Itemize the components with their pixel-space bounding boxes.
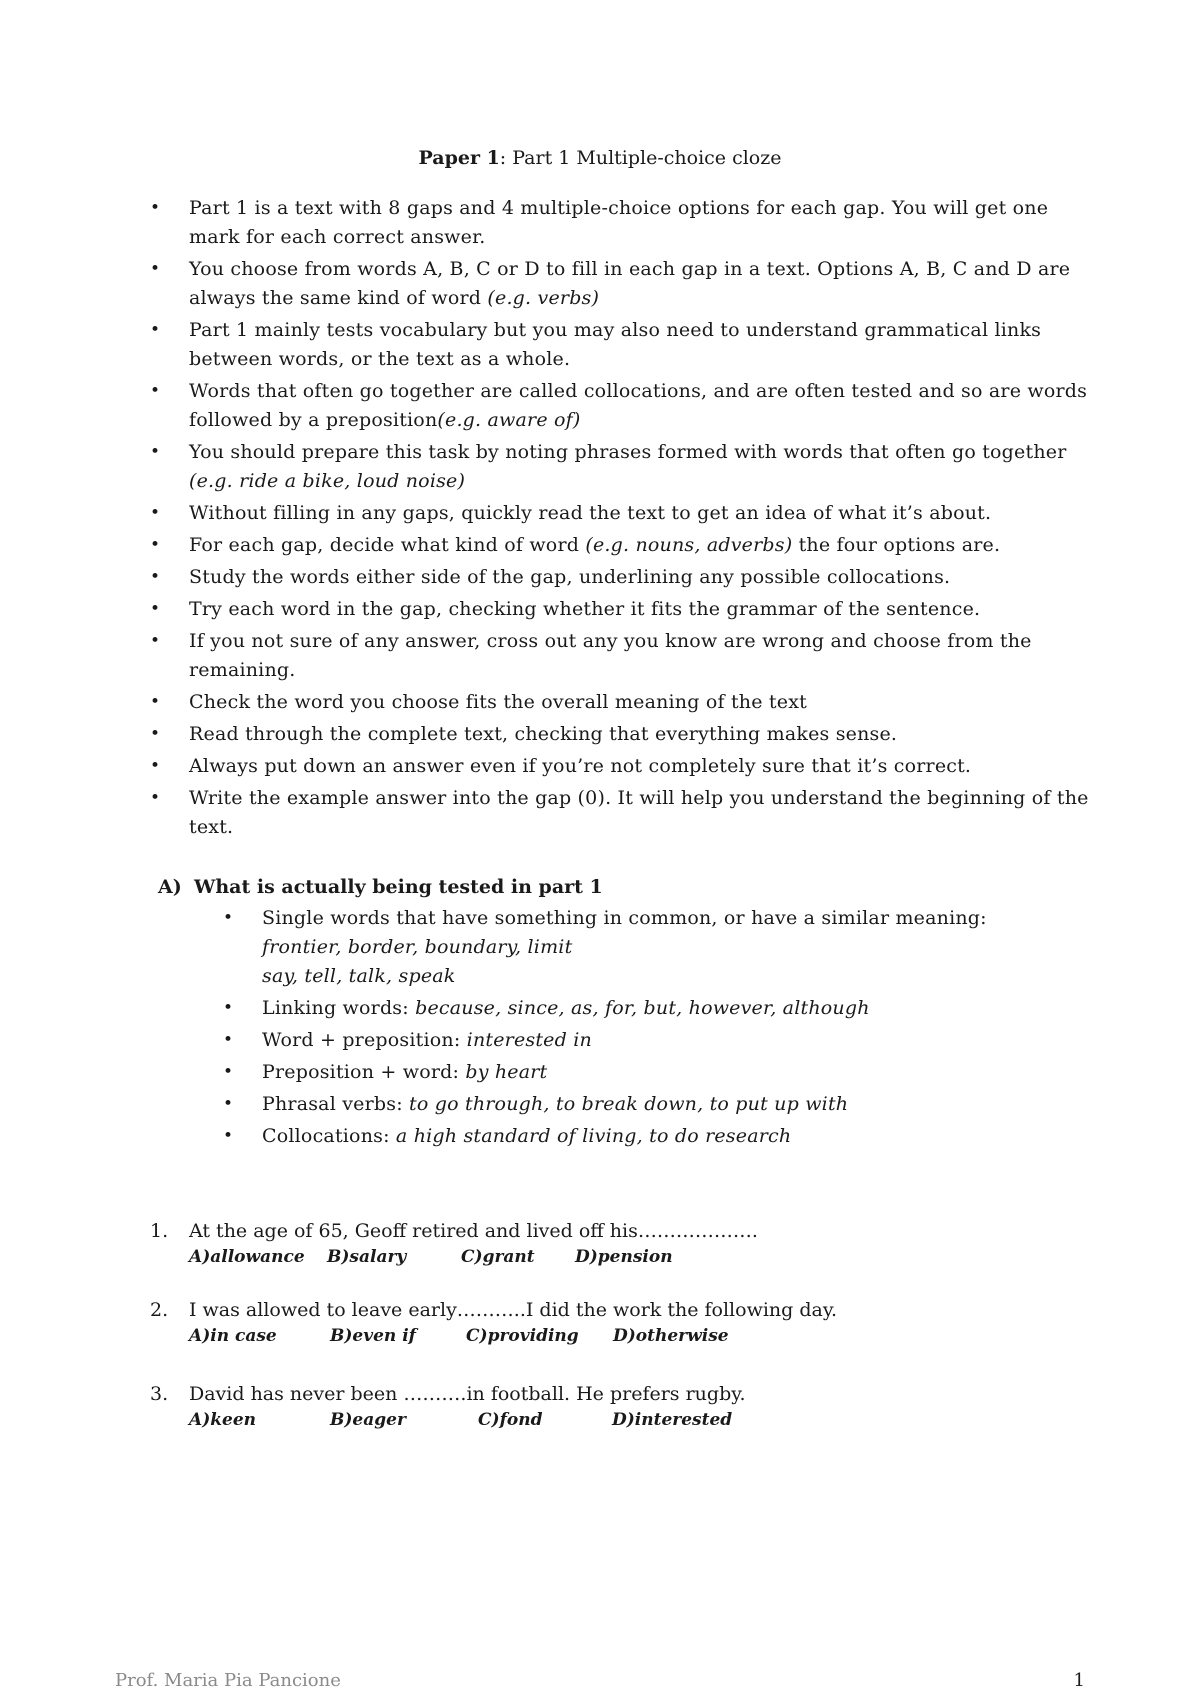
rule-example: (e.g. verbs) [487,287,600,309]
question-number: 3. [150,1383,169,1405]
bullet-icon: • [150,381,161,401]
rule-example: (e.g. nouns, adverbs) [585,534,793,556]
tested-item [223,1026,1083,1055]
bullet-icon: • [150,535,161,555]
tested-item-example: frontier, border, boundary, limit [262,936,573,958]
rule-text: Study the words either side of the gap, underlining any possible collocations. [189,566,951,588]
option-c: C)grant [461,1247,535,1267]
option-d: D)pension [575,1247,673,1267]
tested-item-example: to go through, to break down, to put up with [409,1093,849,1115]
question-options [189,1325,1090,1347]
tested-item-label: Collocations: [262,1125,396,1147]
rule-text: Part 1 is a text with 8 gaps and 4 multiple-choice options for each gap. You will get one mark for each correct answer. [189,197,1049,248]
rule-text: For each gap, decide what kind of word [189,534,586,556]
rule-example: (e.g. aware of) [437,409,581,431]
question-options [189,1246,1090,1268]
question-stem: At the age of 65, Geoff retired and lived off his………………. [189,1220,758,1242]
bullet-icon: • [150,442,161,462]
page-footer [115,1670,1085,1692]
option-a: A)keen [189,1410,257,1430]
rule-item [150,688,1090,717]
tested-item [223,1058,1083,1087]
option-c: C)fond [478,1410,543,1430]
rule-item [150,720,1090,749]
rule-text: Read through the complete text, checking that everything makes sense. [189,723,898,745]
rule-text-after: the four options are. [792,534,1001,556]
bullet-icon: • [150,724,161,744]
option-c: C)providing [466,1326,579,1346]
bullet-icon: • [150,198,161,218]
page-title-rest: : Part 1 Multiple-choice cloze [499,147,782,169]
tested-item-label: Linking words: [262,997,416,1019]
option-b: B)even if [330,1326,416,1346]
bullet-icon: • [223,1126,234,1146]
rule-text: Without filling in any gaps, quickly read the text to get an idea of what it’s about. [189,502,992,524]
tested-item-label: Preposition + word: [262,1061,466,1083]
rule-item [150,627,1090,685]
question-1 [150,1218,1090,1268]
question-2 [150,1297,1090,1347]
rules-list [150,194,1090,845]
question-stem: David has never been ……….in football. He prefers rugby. [189,1383,746,1405]
option-a: A)in case [189,1326,277,1346]
rule-item [150,499,1090,528]
bullet-icon: • [223,1094,234,1114]
rule-item [150,194,1090,252]
option-b: B)eager [330,1410,406,1430]
section-letter: A) [158,876,182,898]
question-options [189,1409,1090,1431]
tested-item [223,994,1083,1023]
rule-item [150,595,1090,624]
page-title-bold: Paper 1 [418,147,500,169]
bullet-icon: • [223,1030,234,1050]
option-b: B)salary [327,1247,407,1267]
bullet-icon: • [150,788,161,808]
rule-item [150,752,1090,781]
rule-text: Part 1 mainly tests vocabulary but you may also need to understand grammatical links between words, or the text as a whole. [189,319,1042,370]
section-heading [158,874,603,900]
rule-item [150,377,1090,435]
rule-item [150,316,1090,374]
tested-item [223,1122,1083,1151]
option-d: D)otherwise [613,1326,729,1346]
rule-text: You choose from words A, B, C or D to fill in each gap in a text. Options A, B, C and D are always the same kind of word [189,258,1071,309]
question-number: 2. [150,1299,169,1321]
question-3 [150,1381,1090,1431]
rule-text: If you not sure of any answer, cross out any you know are wrong and choose from the remaining. [189,630,1032,681]
bullet-icon: • [150,599,161,619]
bullet-icon: • [150,320,161,340]
rule-text: Always put down an answer even if you’re not completely sure that it’s correct. [189,755,972,777]
tested-item-label: Phrasal verbs: [262,1093,410,1115]
rule-text: Write the example answer into the gap (0). It will help you understand the beginning of the text. [189,787,1089,838]
page-number: 1 [1073,1670,1085,1691]
rule-item [150,438,1090,496]
tested-item-label: Word + preposition: [262,1029,467,1051]
tested-item-example: because, since, as, for, but, however, although [415,997,870,1019]
bullet-icon: • [150,631,161,651]
bullet-icon: • [150,756,161,776]
question-stem: I was allowed to leave early………..I did the work the following day. [189,1299,838,1321]
tested-item [223,1090,1083,1119]
rule-text: Try each word in the gap, checking whether it fits the grammar of the sentence. [189,598,981,620]
bullet-icon: • [150,567,161,587]
rule-item [150,784,1090,842]
rule-text: Words that often go together are called collocations, and are often tested and so are words followed by a preposition [189,380,1088,431]
rule-example: (e.g. ride a bike, loud noise) [189,470,466,492]
section-heading-text: What is actually being tested in part 1 [194,876,603,898]
tested-item-example: say, tell, talk, speak [262,965,456,987]
question-number: 1. [150,1220,169,1242]
option-a: A)allowance [189,1247,305,1267]
tested-item-example: interested in [466,1029,592,1051]
rule-text: You should prepare this task by noting phrases formed with words that often go together [189,441,1067,463]
tested-items-list [223,904,1083,1154]
bullet-icon: • [150,692,161,712]
bullet-icon: • [223,998,234,1018]
bullet-icon: • [223,1062,234,1082]
option-d: D)interested [612,1410,733,1430]
bullet-icon: • [150,503,161,523]
bullet-icon: • [150,259,161,279]
tested-item-label: Single words that have something in common, or have a similar meaning: [262,907,987,929]
rule-item [150,563,1090,592]
rule-text: Check the word you choose fits the overall meaning of the text [189,691,807,713]
bullet-icon: • [223,908,234,928]
tested-item-example: by heart [465,1061,548,1083]
tested-item-example: a high standard of living, to do research [395,1125,792,1147]
rule-item [150,531,1090,560]
page-title [0,146,1200,170]
rule-item [150,255,1090,313]
footer-author: Prof. Maria Pia Pancione [115,1670,341,1691]
tested-item [223,904,1083,991]
